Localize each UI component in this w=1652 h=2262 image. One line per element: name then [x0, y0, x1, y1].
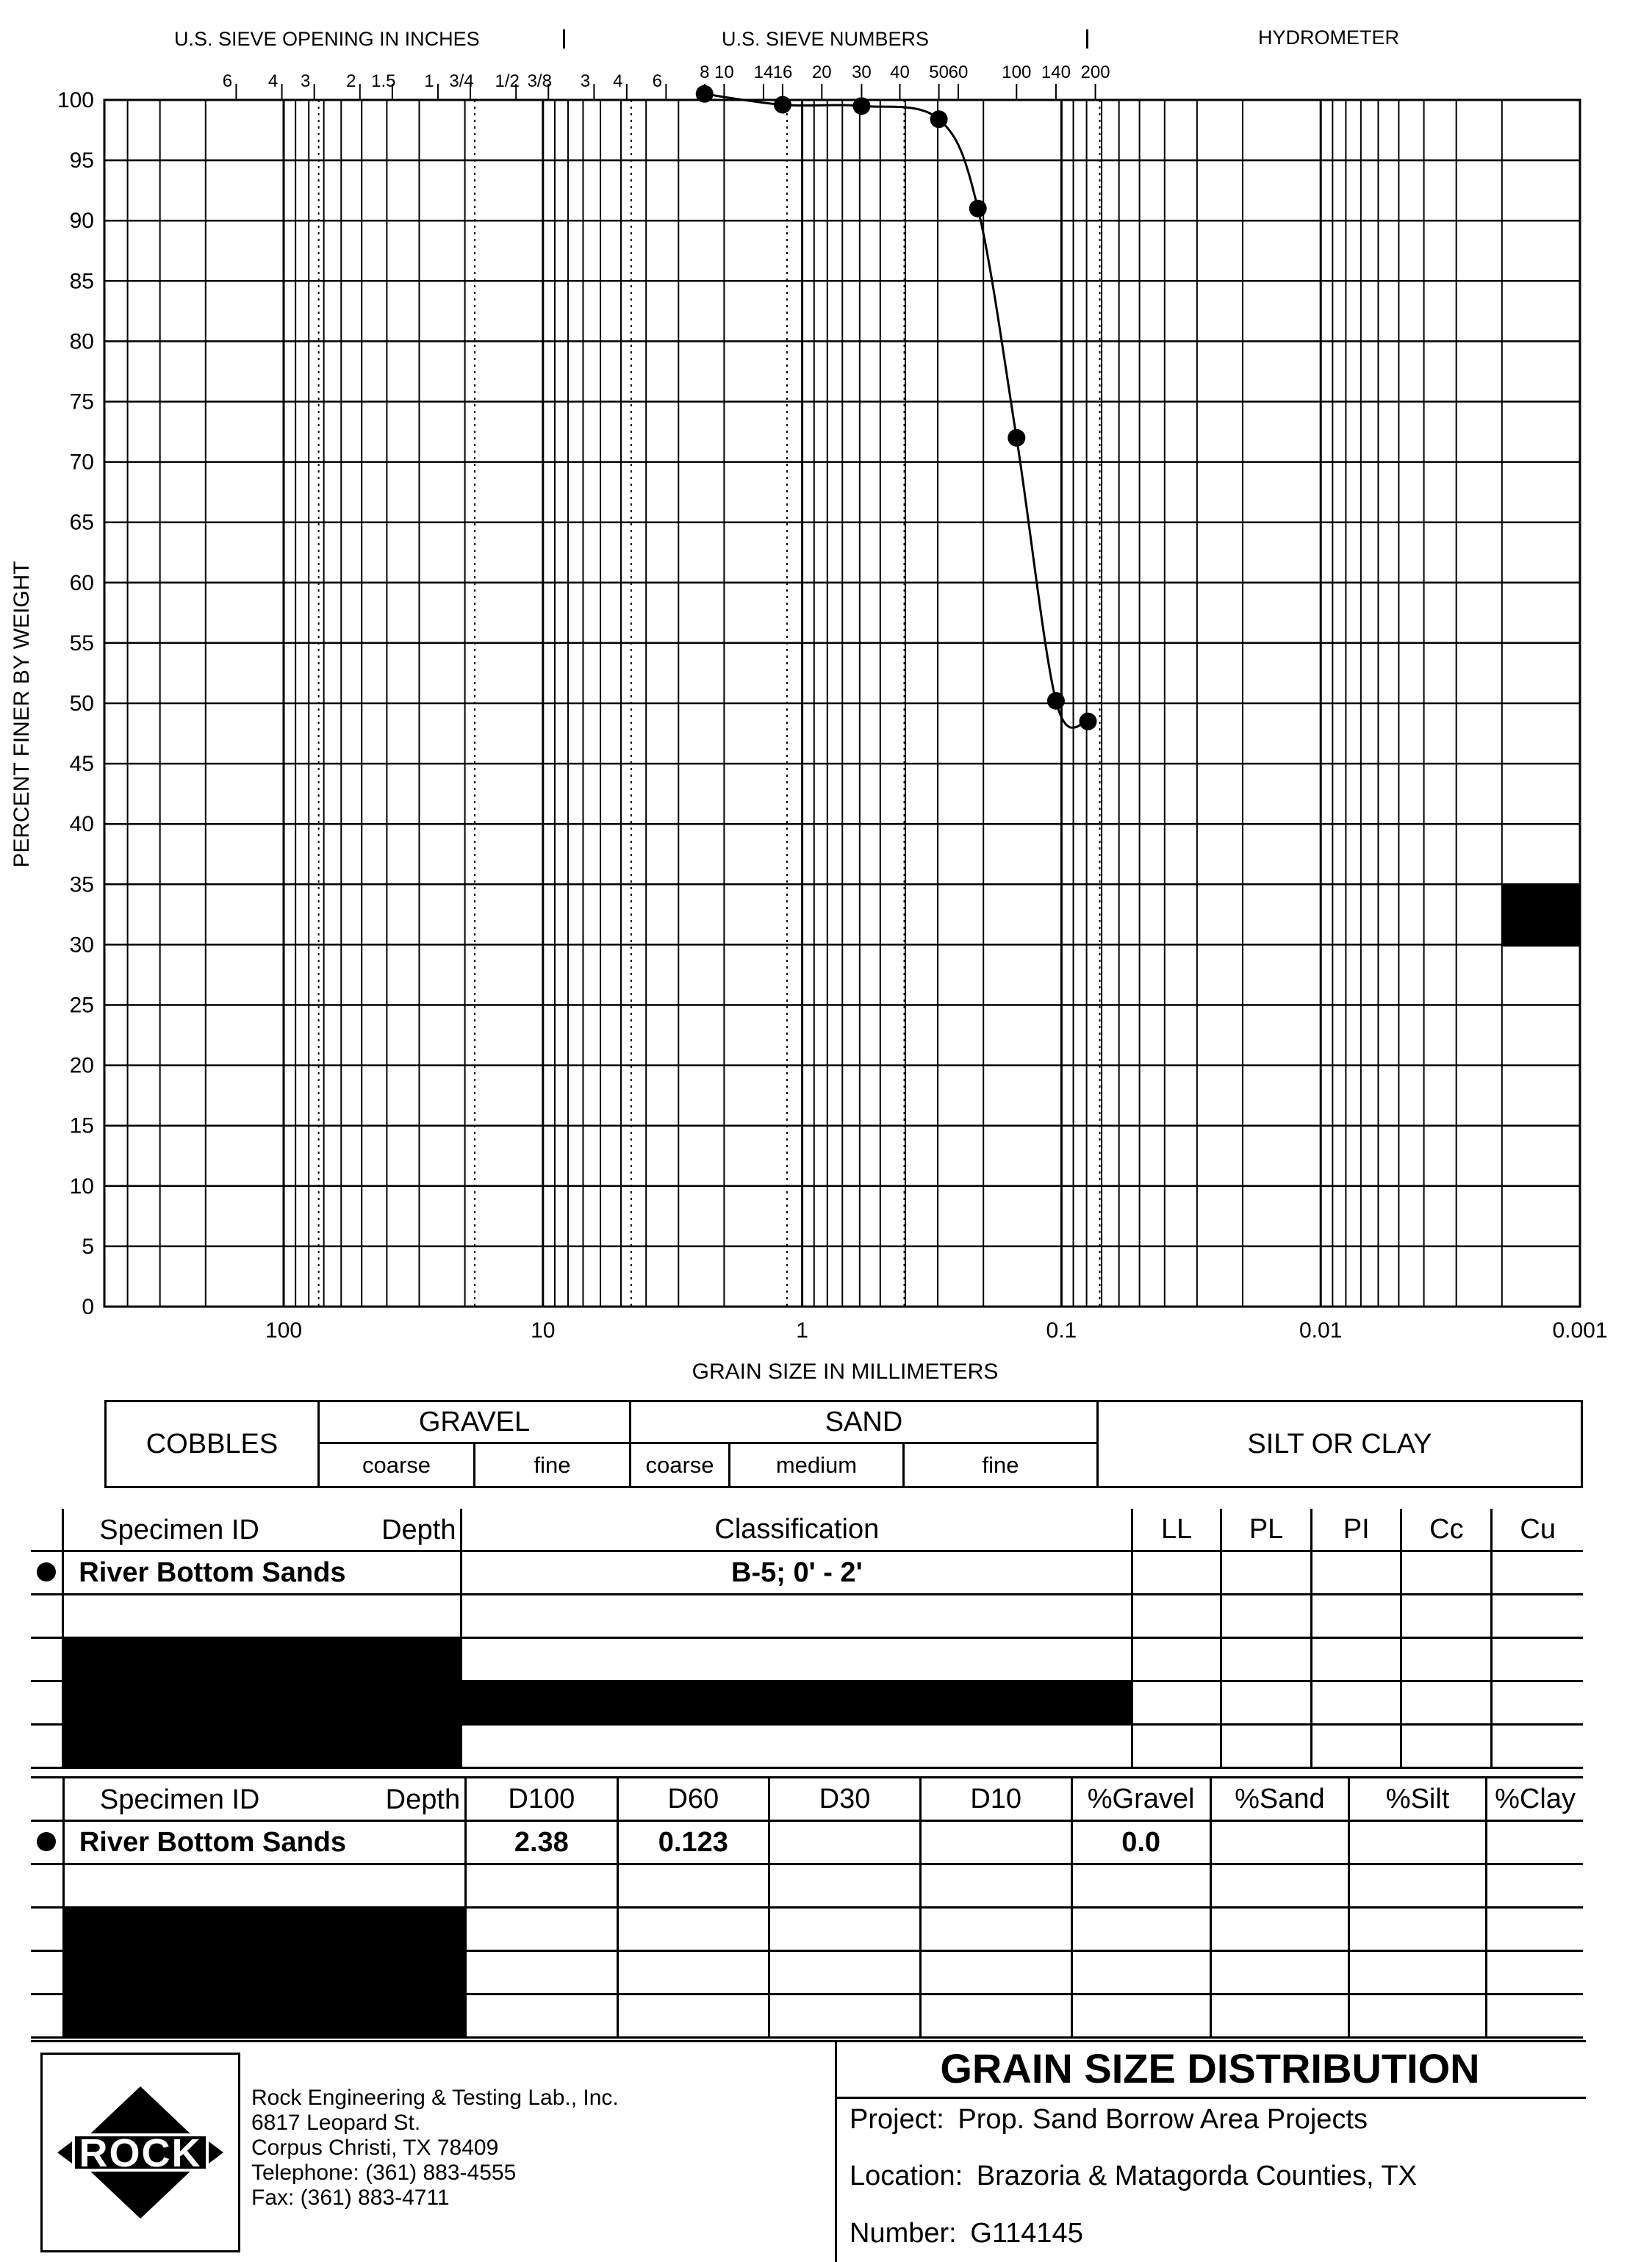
title-underline: [837, 2097, 1586, 2099]
y-tick-label: 80: [69, 329, 94, 354]
sieve-number-label: 140: [1041, 62, 1071, 82]
location-label: Location:: [850, 2161, 963, 2191]
redaction-block: [63, 1951, 465, 1994]
sieve-inch-label: 1/2: [495, 71, 520, 91]
gradation-table: [31, 1776, 1583, 2039]
report-title: GRAIN SIZE DISTRIBUTION: [940, 2045, 1480, 2092]
sand-label: SAND: [825, 1406, 903, 1437]
gravel-cell: [320, 1402, 631, 1444]
table-row: [31, 1951, 1583, 1994]
sand-fine-cell: fine: [905, 1444, 1099, 1486]
specimen-id-header: Specimen ID: [99, 1784, 260, 1815]
y-tick-label: 55: [69, 631, 94, 656]
x-tick-label: 10: [531, 1318, 556, 1343]
chart-curve: [696, 85, 1097, 730]
d60-header: D60: [617, 1778, 769, 1821]
company-telephone: Telephone: (361) 883-4555: [251, 2161, 517, 2185]
sand-cell: [631, 1402, 1099, 1444]
footer-top-rule: [31, 2040, 1586, 2042]
number-label: Number:: [850, 2218, 957, 2249]
table-row: [31, 1551, 1583, 1595]
y-tick-label: 90: [69, 209, 94, 234]
classification-table: [31, 1509, 1583, 1769]
x-tick-label: 0.1: [1046, 1318, 1077, 1343]
number-line: [850, 2218, 1083, 2250]
company-info: [251, 2086, 619, 2211]
sieve-inch-label: 6: [222, 71, 233, 91]
clay-pct-header: %Clay: [1487, 1778, 1583, 1821]
y-tick-label: 60: [69, 570, 94, 595]
series-marker-icon: [37, 1562, 56, 1581]
location-value: Brazoria & Matagorda Counties, TX: [976, 2161, 1417, 2191]
table-row: [31, 1994, 1583, 2038]
sieve-number-label: 100: [1002, 62, 1032, 82]
y-tick-label: 75: [69, 389, 94, 414]
y-axis-label: PERCENT FINER BY WEIGHT: [10, 561, 34, 868]
d10-header: D10: [920, 1778, 1071, 1821]
table-row: [31, 1595, 1583, 1638]
sieve-number-label: 50: [929, 62, 949, 82]
redaction-block: [63, 1725, 462, 1768]
sieve-number-label: 60: [948, 62, 969, 82]
sieve-number-label: 200: [1080, 62, 1110, 82]
y-tick-label: 45: [69, 752, 94, 777]
ll-header: LL: [1132, 1509, 1221, 1551]
cc-header: Cc: [1401, 1509, 1492, 1551]
d30-header: D30: [769, 1778, 921, 1821]
sieve-number-label: 30: [852, 62, 872, 82]
data-point: [852, 97, 870, 115]
y-tick-label: 65: [69, 510, 94, 535]
company-address-line2: Corpus Christi, TX 78409: [251, 2136, 499, 2160]
y-tick-label: 40: [69, 812, 94, 837]
y-tick-label: 35: [69, 872, 94, 897]
sieve-number-label: 40: [890, 62, 910, 82]
cobbles-label: COBBLES: [146, 1428, 279, 1459]
d100-cell: 2.38: [466, 1821, 617, 1864]
gravel-coarse-cell: coarse: [320, 1444, 475, 1486]
depth-header: Depth: [385, 1784, 461, 1815]
logo-text: ROCK: [79, 2131, 202, 2175]
classification-header: Classification: [462, 1509, 1132, 1551]
cu-header: Cu: [1492, 1509, 1583, 1551]
gravel-pct-cell: 0.0: [1071, 1821, 1210, 1864]
redaction-block: [462, 1681, 1132, 1725]
project-value: Prop. Sand Borrow Area Projects: [958, 2104, 1368, 2135]
y-tick-label: 20: [69, 1053, 94, 1078]
silt-clay-label: SILT OR CLAY: [1247, 1428, 1432, 1459]
y-tick-label: 5: [82, 1234, 94, 1259]
pi-header: PI: [1312, 1509, 1401, 1551]
table-header-row: [31, 1509, 1583, 1551]
company-address-line1: 6817 Leopard St.: [251, 2111, 421, 2135]
x-tick-label: 100: [265, 1318, 303, 1343]
y-tick-label: 50: [69, 692, 94, 716]
y-tick-label: 30: [69, 933, 94, 958]
header-sieve-numbers: U.S. SIEVE NUMBERS: [722, 28, 930, 50]
x-axis-label: GRAIN SIZE IN MILLIMETERS: [692, 1360, 999, 1384]
sand-medium-cell: medium: [730, 1444, 905, 1486]
x-tick-label: 0.001: [1552, 1318, 1608, 1343]
data-point: [930, 110, 948, 128]
data-point: [774, 96, 791, 114]
sieve-inch-label: 2: [346, 71, 356, 91]
sieve-inch-label: 4: [613, 71, 623, 91]
classification-cell: B-5; 0' - 2': [462, 1551, 1132, 1595]
sieve-inch-label: 6: [652, 71, 663, 91]
project-label: Project:: [850, 2104, 944, 2135]
sieve-number-label: 20: [811, 62, 832, 82]
y-tick-label: 0: [82, 1295, 94, 1319]
pl-header: PL: [1221, 1509, 1312, 1551]
data-point: [1047, 692, 1065, 710]
company-name: Rock Engineering & Testing Lab., Inc.: [251, 2086, 619, 2110]
chart-grid: [104, 100, 1580, 1307]
number-value: G114145: [970, 2218, 1083, 2249]
sieve-inch-label: 1: [424, 71, 434, 91]
redaction-block: [63, 1994, 465, 2038]
redaction-block: [63, 1681, 462, 1725]
sieve-number-label: 14: [753, 62, 774, 82]
table-row: [31, 1908, 1583, 1951]
location-line: [850, 2161, 1417, 2192]
table-row: [31, 1821, 1583, 1864]
company-fax: Fax: (361) 883-4711: [251, 2186, 450, 2210]
y-tick-label: 85: [69, 269, 94, 294]
redaction-block: [63, 1908, 465, 1951]
sieve-inch-label: 3: [300, 71, 311, 91]
y-tick-label: 10: [69, 1174, 94, 1199]
data-point: [969, 200, 987, 218]
redaction-block: [63, 1638, 462, 1681]
y-tick-label: 100: [57, 88, 94, 112]
sieve-inch-label: 3: [580, 71, 591, 91]
header-divider: [1086, 29, 1088, 49]
d100-header: D100: [466, 1778, 617, 1821]
data-point: [1008, 429, 1025, 447]
specimen-id-header: Specimen ID: [99, 1515, 259, 1545]
y-tick-label: 95: [69, 148, 94, 173]
y-tick-label: 70: [69, 450, 94, 475]
x-tick-label: 1: [796, 1318, 808, 1343]
table-header-row: [31, 1778, 1583, 1821]
series-marker-icon: [37, 1832, 56, 1851]
sieve-inch-label: 1.5: [371, 71, 396, 91]
depth-header: Depth: [381, 1515, 456, 1545]
specimen-id-cell: River Bottom Sands: [63, 1821, 465, 1864]
table-row: [31, 1681, 1583, 1725]
sieve-inch-label: 3/8: [527, 71, 552, 91]
y-tick-label: 15: [69, 1113, 94, 1138]
gravel-fine-cell: fine: [475, 1444, 631, 1486]
sieve-number-label: 10: [714, 62, 734, 82]
sand-coarse-cell: coarse: [631, 1444, 730, 1486]
sieve-number-label: 16: [772, 62, 793, 82]
specimen-id-cell: River Bottom Sands: [63, 1551, 462, 1595]
silt-pct-header: %Silt: [1349, 1778, 1487, 1821]
sieve-inch-label: 4: [267, 71, 279, 91]
sand-pct-header: %Sand: [1210, 1778, 1348, 1821]
data-point: [1080, 713, 1097, 730]
sieve-number-label: 8: [700, 62, 710, 82]
header-sieve-inches: U.S. SIEVE OPENING IN INCHES: [174, 28, 480, 50]
gravel-pct-header: %Gravel: [1071, 1778, 1210, 1821]
gravel-label: GRAVEL: [418, 1406, 531, 1437]
data-point: [696, 85, 714, 103]
project-line: [850, 2104, 1368, 2136]
series-line: [705, 94, 1088, 728]
table-row: [31, 1864, 1583, 1908]
redaction-block: [1501, 884, 1580, 947]
x-tick-label: 0.01: [1299, 1318, 1343, 1343]
soil-classification-box: [104, 1400, 1583, 1488]
company-logo: [40, 2053, 240, 2252]
table-row: [31, 1725, 1583, 1768]
header-divider: [563, 29, 565, 49]
cobbles-cell: [107, 1402, 320, 1486]
silt-clay-cell: [1099, 1402, 1581, 1486]
table-row: [31, 1638, 1583, 1681]
header-hydrometer: HYDROMETER: [1258, 26, 1400, 49]
d60-cell: 0.123: [617, 1821, 769, 1864]
sieve-inch-label: 3/4: [449, 71, 474, 91]
y-tick-label: 25: [69, 993, 94, 1018]
